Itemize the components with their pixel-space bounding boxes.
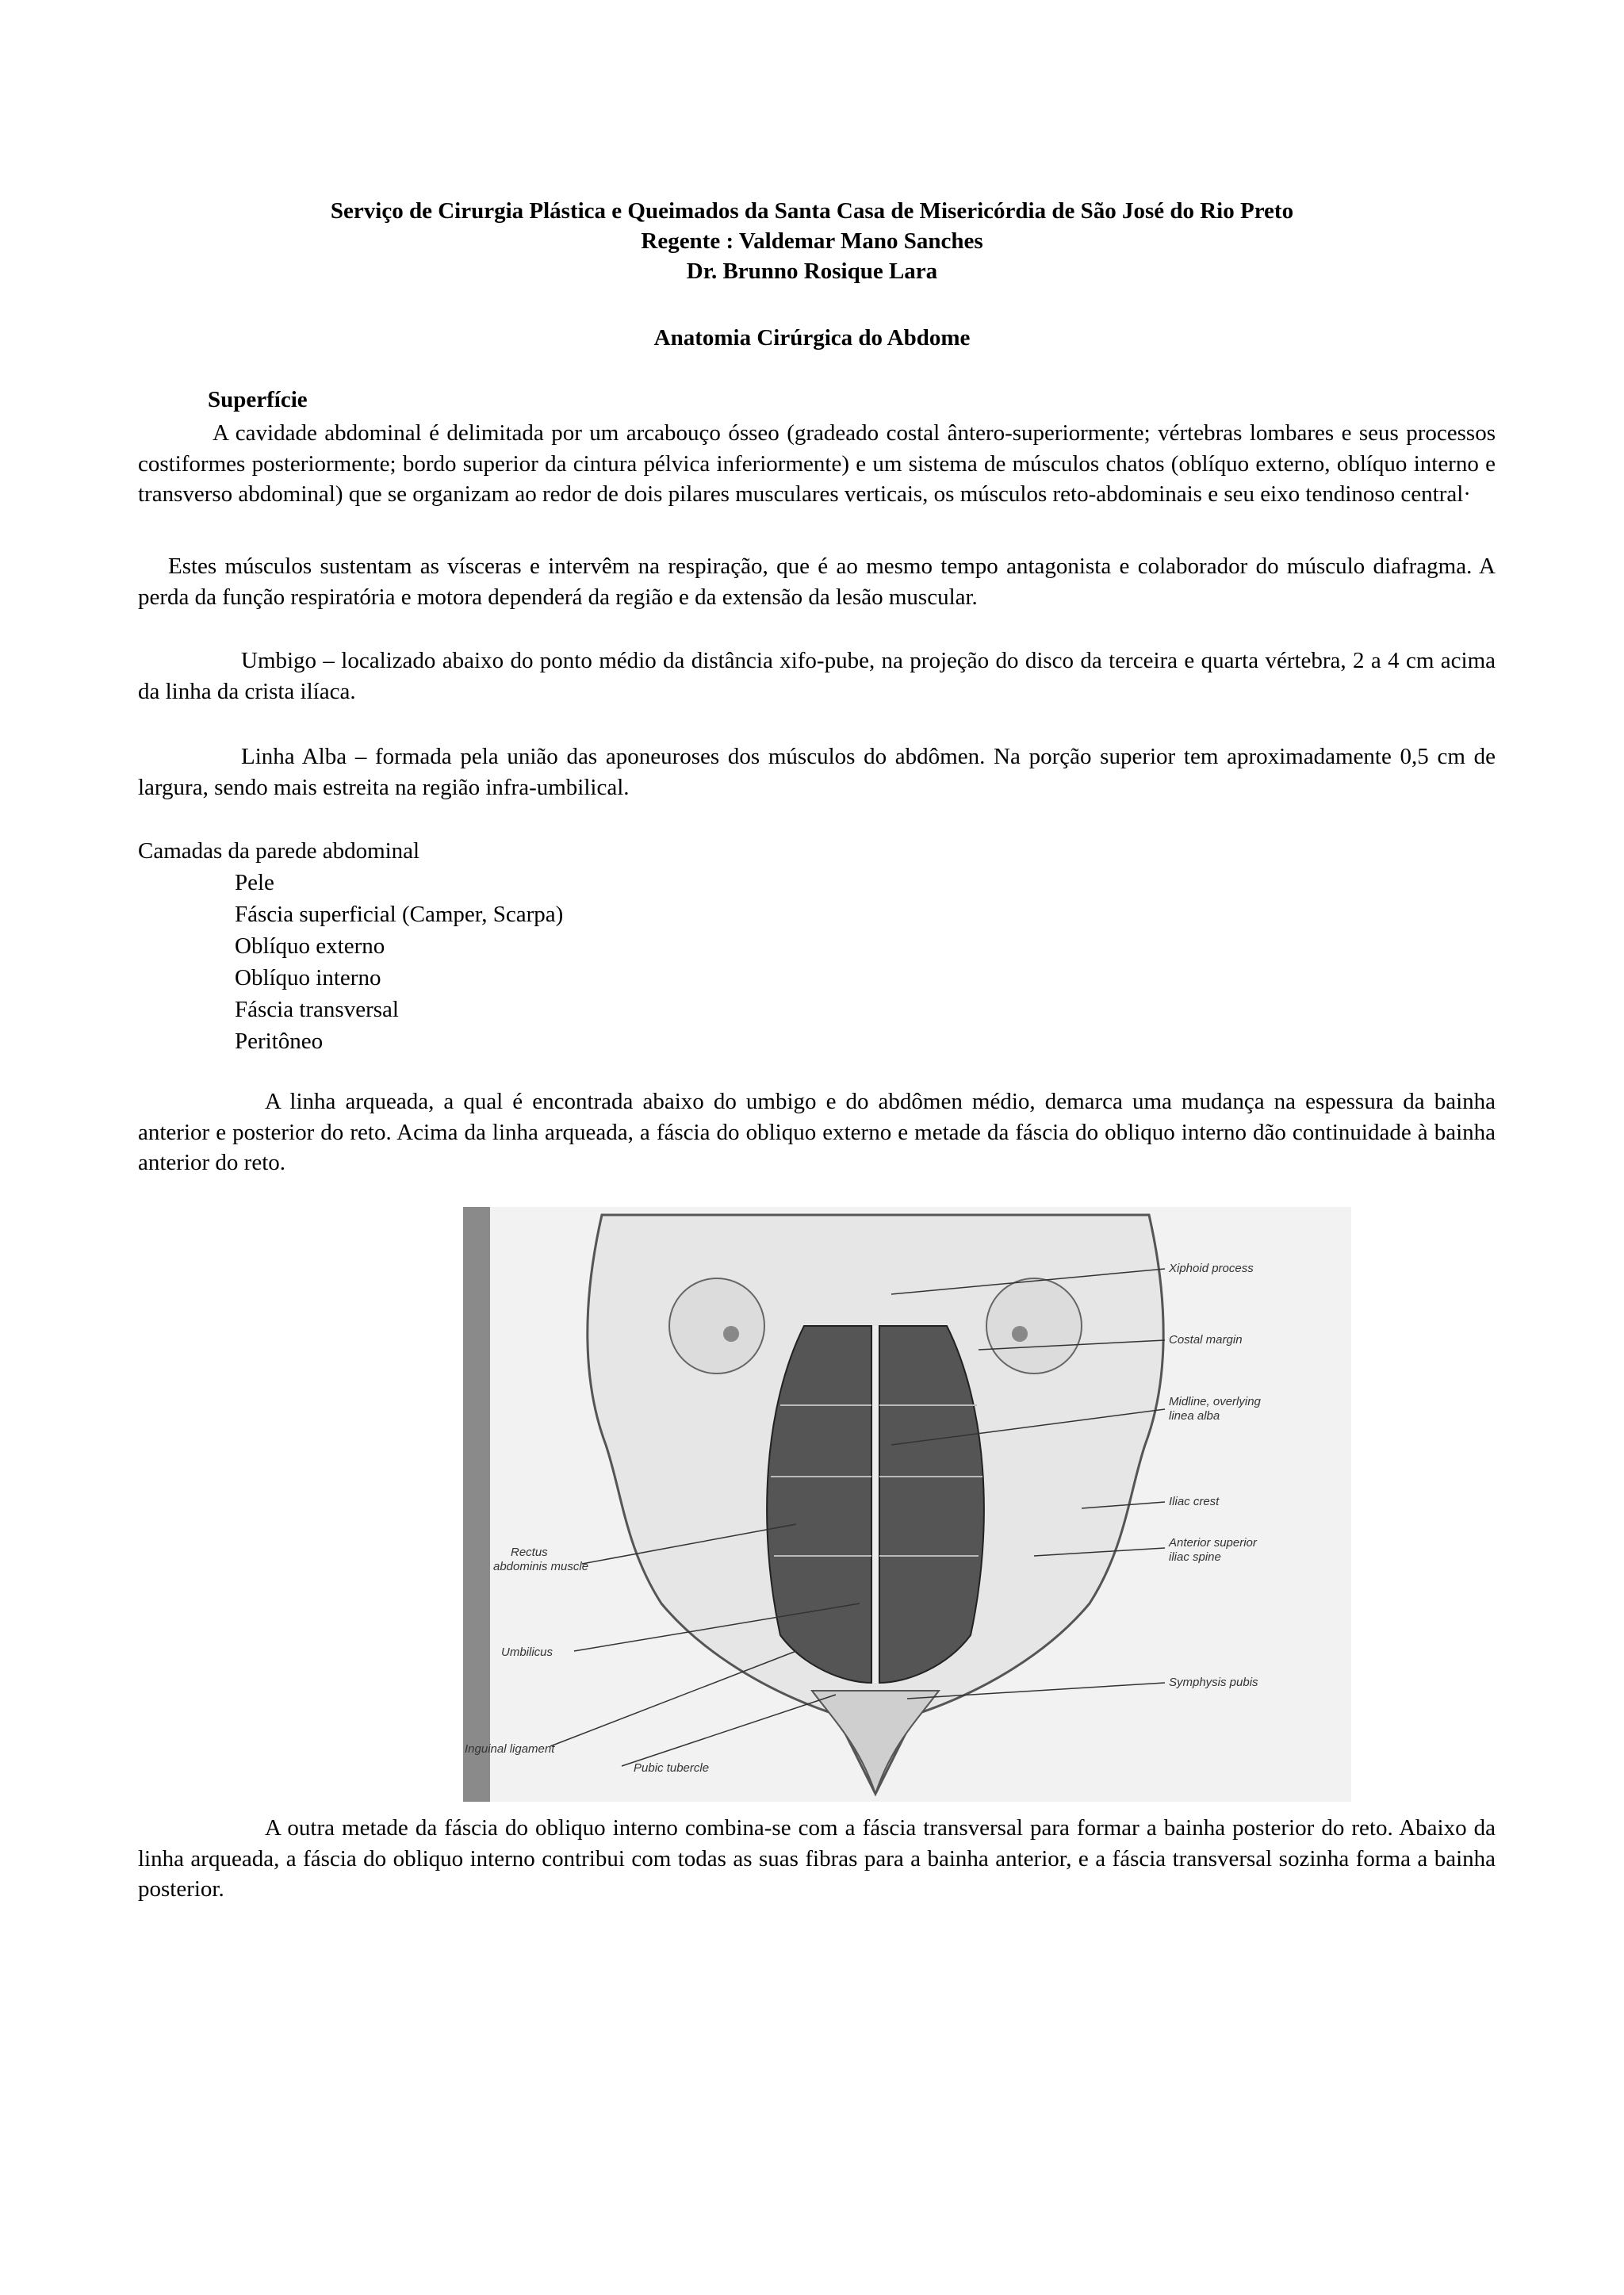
figure-label-rectus: Rectus — [511, 1546, 548, 1559]
figure-label-costal-margin: Costal margin — [1169, 1333, 1243, 1347]
section-heading-superficie: Superfície — [208, 387, 308, 412]
figure-label-linea-alba: linea alba — [1169, 1409, 1220, 1423]
figure-label-iliac-spine: iliac spine — [1169, 1550, 1221, 1564]
figure-label-midline: Midline, overlying — [1169, 1395, 1261, 1408]
figure-label-umbilicus: Umbilicus — [501, 1646, 553, 1659]
list-item: Oblíquo externo — [235, 933, 385, 959]
paragraph-arcuate-line: A linha arqueada, a qual é encontrada abaixo do umbigo e do abdômen médio, demarca uma mudança na espessura da bainha anterior e posterior do reto. Acima da linha arqueada, a fáscia do obliquo externo e metade da fáscia do obliquo interno dão continuidade à bainha anterior do reto. — [138, 1089, 1496, 1175]
list-item: Fáscia superficial (Camper, Scarpa) — [235, 902, 564, 927]
paragraph-umbilicus: Umbigo – localizado abaixo do ponto médio da distância xifo-pube, na projeção do disco da terceira e quarta vértebra, 2 a 4 cm acima da linha da crista ilíaca. — [138, 648, 1496, 704]
paragraph-posterior-sheath: A outra metade da fáscia do obliquo interno combina-se com a fáscia transversal para formar a bainha posterior do reto. Abaixo da linha arqueada, a fáscia do obliquo interno contribui com todas as suas fibras para a bainha anterior, e a fáscia transversal sozinha forma a bainha posterior. — [138, 1815, 1496, 1902]
figure-label-asis: Anterior superior — [1169, 1536, 1257, 1550]
figure-label-symphysis: Symphysis pubis — [1169, 1676, 1258, 1689]
header-institution: Serviço de Cirurgia Plástica e Queimados da Santa Casa de Misericórdia de São José do Rio Preto — [330, 198, 1294, 224]
layers-heading: Camadas da parede abdominal — [138, 838, 420, 864]
abdomen-anatomy-figure — [463, 1207, 1351, 1802]
paragraph-linea-alba: Linha Alba – formada pela união das aponeuroses dos músculos do abdômen. Na porção superior tem aproximadamente 0,5 cm de largura, sendo mais estreita na região infra-umbilical. — [138, 744, 1496, 800]
paragraph-cavity: A cavidade abdominal é delimitada por um arcabouço ósseo (gradeado costal ântero-superiormente; vértebras lombares e seus processos costiformes posteriormente; bordo superior da cintura pélvica inferiormente) e um sistema de músculos chatos (oblíquo externo, oblíquo interno e transverso abdominal) que se organizam ao redor de dois pilares musculares verticais, os músculos reto-abdominais e seu eixo tendinoso central· — [138, 420, 1496, 507]
layers-list — [235, 867, 563, 1057]
header-regent: Regente : Valdemar Mano Sanches — [641, 228, 983, 254]
paragraph-muscles: Estes músculos sustentam as vísceras e intervêm na respiração, que é ao mesmo tempo antagonista e colaborador do músculo diafragma. A perda da função respiratória e motora dependerá da região e da extensão da lesão muscular. — [138, 554, 1496, 610]
header-author: Dr. Brunno Rosique Lara — [686, 259, 938, 284]
figure-label-rectus-muscle: abdominis muscle — [493, 1560, 589, 1573]
figure-label-inguinal-ligament: Inguinal ligament — [465, 1742, 555, 1756]
document-title: Anatomia Cirúrgica do Abdome — [653, 325, 971, 351]
list-item: Fáscia transversal — [235, 997, 399, 1022]
figure-label-xiphoid: Xiphoid process — [1169, 1262, 1254, 1275]
list-item: Peritôneo — [235, 1029, 324, 1054]
figure-label-iliac-crest: Iliac crest — [1169, 1495, 1220, 1508]
figure-label-pubic-tubercle: Pubic tubercle — [634, 1761, 710, 1775]
list-item: Pele — [235, 870, 274, 895]
list-item: Oblíquo interno — [235, 965, 381, 990]
